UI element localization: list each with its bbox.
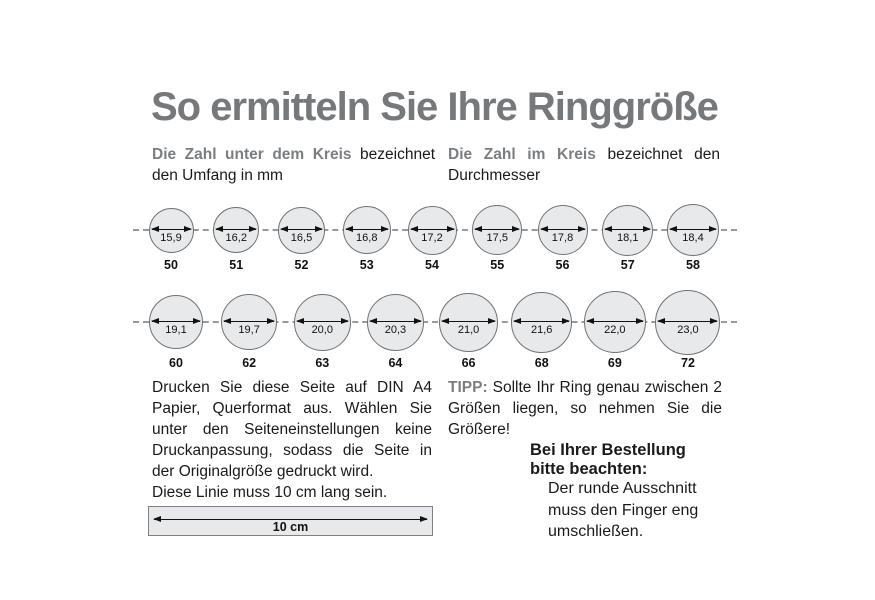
ring-circle <box>367 294 424 351</box>
ring-size-value: 52 <box>294 258 309 272</box>
ring-circle-wrap <box>538 204 588 256</box>
ring-circle-wrap <box>149 204 194 256</box>
ring-circle-wrap <box>602 204 653 256</box>
ring-circle-wrap <box>472 204 522 256</box>
diameter-double-arrow-icon <box>658 321 717 322</box>
ring-circle <box>655 290 720 355</box>
diameter-value: 21,0 <box>457 324 480 336</box>
diameter-double-arrow-icon <box>370 321 421 322</box>
ring-item <box>142 204 200 272</box>
page-title: So ermitteln Sie Ihre Ringgröße <box>151 85 718 129</box>
ring-size-value: 60 <box>169 356 183 370</box>
diameter-value: 16,5 <box>290 232 313 244</box>
diameter-double-arrow-icon <box>152 321 200 322</box>
ring-item <box>664 204 722 272</box>
ring-row-2 <box>142 290 722 370</box>
diameter-value: 18,1 <box>617 232 639 244</box>
ring-item <box>508 290 576 370</box>
ring-circle <box>221 294 277 350</box>
diameter-double-arrow-icon <box>475 229 519 230</box>
diameter-value: 19,7 <box>238 324 260 336</box>
print-instructions-paragraph: Drucken Sie diese Seite auf DIN A4 Papier, Querformat aus. Wählen Sie unter den Seiteneinstellungen keine Druckanpassung, sodass die Seite in der Originalgröße gedruckt wird. <box>152 379 432 480</box>
ring-item <box>435 290 503 370</box>
ring-circle-wrap <box>584 290 646 354</box>
ring-item <box>142 290 210 370</box>
ring-circle-wrap <box>667 204 719 256</box>
ring-circle-wrap <box>408 204 457 256</box>
ring-size-value: 51 <box>229 258 244 272</box>
legend-diameter-rest: bezeichnet den Durchmesser <box>448 146 721 184</box>
ring-circle <box>278 207 325 254</box>
legend-circumference-highlight: Die Zahl unter dem Kreis <box>152 146 352 163</box>
ring-circle <box>511 292 572 353</box>
legend-circumference <box>152 144 435 186</box>
order-note-body: Der runde Ausschnitt muss den Finger eng umschließen. <box>548 480 699 540</box>
diameter-value: 21,6 <box>530 324 553 336</box>
ring-size-value: 63 <box>315 356 330 370</box>
diameter-value: 17,2 <box>421 232 443 244</box>
ring-item <box>468 204 526 272</box>
diameter-double-arrow-icon <box>224 321 274 322</box>
diameter-value: 19,1 <box>165 324 187 336</box>
ring-circle-wrap <box>343 204 391 256</box>
diameter-value: 22,0 <box>604 324 626 336</box>
ring-size-value: 68 <box>534 356 549 370</box>
ring-circle-wrap <box>294 290 351 354</box>
diameter-double-arrow-icon <box>670 229 716 230</box>
diameter-double-arrow-icon <box>541 229 585 230</box>
ring-size-value: 54 <box>425 258 439 272</box>
ring-circle-wrap <box>213 204 259 256</box>
ring-size-value: 56 <box>555 258 570 272</box>
ring-item <box>581 290 649 370</box>
legend-diameter-highlight: Die Zahl im Kreis <box>448 146 596 163</box>
ring-circle-wrap <box>439 290 498 354</box>
ring-item <box>654 290 722 370</box>
ring-circle-wrap <box>149 290 203 354</box>
ring-circle-wrap <box>655 290 720 354</box>
tip-text: Sollte Ihr Ring genau zwischen 2 Größen liegen, so nehmen Sie die Größere! <box>448 379 722 438</box>
ruler-label: 10 cm <box>272 520 309 534</box>
ring-item <box>207 204 265 272</box>
ring-size-value: 72 <box>681 356 695 370</box>
diameter-double-arrow-icon <box>152 229 191 230</box>
ring-circle-wrap <box>221 290 277 354</box>
ring-circle <box>294 294 351 351</box>
diameter-double-arrow-icon <box>297 321 348 322</box>
ring-item <box>288 290 356 370</box>
ring-item <box>599 204 657 272</box>
ring-item <box>215 290 283 370</box>
diameter-double-arrow-icon <box>411 229 454 230</box>
ring-item <box>273 204 331 272</box>
diameter-double-arrow-icon <box>514 321 569 322</box>
diameter-double-arrow-icon <box>605 229 650 230</box>
ring-size-value: 66 <box>461 356 476 370</box>
diameter-value: 23,0 <box>677 324 699 336</box>
legend-circumference-rest: bezeichnet den Umfang in mm <box>152 146 436 184</box>
ring-circle <box>343 206 391 254</box>
diameter-double-arrow-icon <box>587 321 643 322</box>
ring-circle <box>149 295 203 349</box>
diameter-double-arrow-icon <box>346 229 388 230</box>
diameter-value: 20,3 <box>384 324 407 336</box>
diameter-value: 17,5 <box>486 232 508 244</box>
ring-circle-wrap <box>278 204 325 256</box>
ring-size-value: 55 <box>490 258 505 272</box>
tip-note <box>448 377 722 440</box>
ring-item <box>534 204 592 272</box>
diameter-double-arrow-icon <box>442 321 495 322</box>
ring-item <box>361 290 429 370</box>
ring-row-1 <box>142 204 722 272</box>
ring-size-value: 53 <box>359 258 374 272</box>
ten-cm-ruler <box>148 506 433 536</box>
line-length-note: Diese Linie muss 10 cm lang sein. <box>152 484 388 501</box>
ring-circle <box>667 204 719 256</box>
ring-size-value: 69 <box>607 356 622 370</box>
ring-circle <box>439 293 498 352</box>
print-instructions <box>152 377 432 503</box>
ring-size-value: 50 <box>164 258 178 272</box>
diameter-double-arrow-icon <box>216 229 256 230</box>
ring-size-value: 58 <box>686 258 700 272</box>
ring-circle <box>538 205 588 255</box>
diameter-value: 18,4 <box>682 232 704 244</box>
diameter-double-arrow-icon <box>281 229 322 230</box>
ring-circle <box>213 207 259 253</box>
ring-circle <box>472 205 522 255</box>
ring-size-value: 57 <box>620 258 635 272</box>
order-note-heading: Bei Ihrer Bestellung bitte beachten: <box>530 441 686 478</box>
diameter-value: 16,8 <box>356 232 378 244</box>
ring-size-value: 62 <box>242 356 257 370</box>
diameter-value: 17,8 <box>551 232 574 244</box>
diameter-value: 15,9 <box>160 232 182 244</box>
ring-circle <box>149 208 194 253</box>
ring-item <box>338 204 396 272</box>
ring-circle <box>602 205 653 256</box>
tip-label: TIPP: <box>448 379 488 396</box>
ring-circle <box>408 206 457 255</box>
ring-circle-wrap <box>367 290 424 354</box>
ring-circle-wrap <box>511 290 572 354</box>
ring-size-value: 64 <box>388 356 403 370</box>
legend-diameter <box>448 144 720 186</box>
diameter-value: 20,0 <box>311 324 333 336</box>
ring-item <box>403 204 461 272</box>
ring-circle <box>584 291 646 353</box>
diameter-value: 16,2 <box>225 232 247 244</box>
